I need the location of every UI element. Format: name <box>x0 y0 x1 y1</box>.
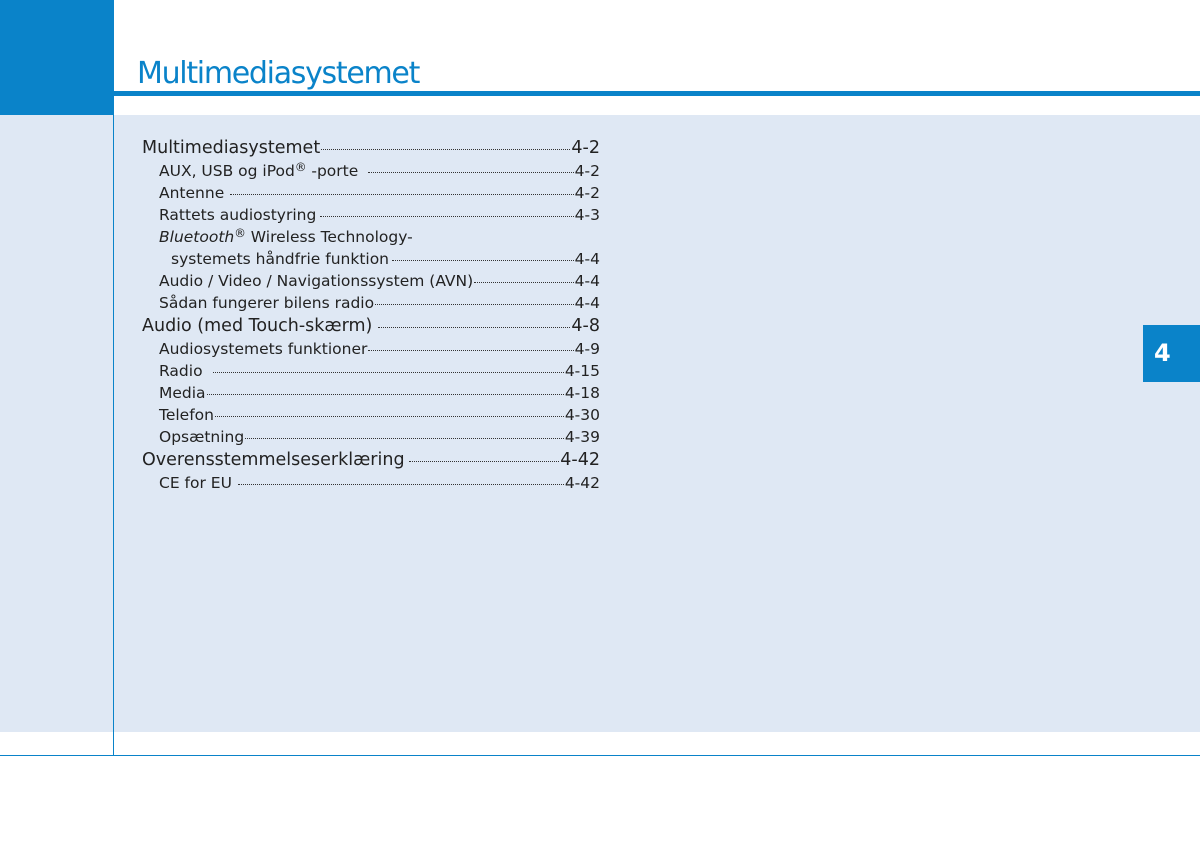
toc-item-label: AUX, USB og iPod® -porte <box>159 159 359 180</box>
toc-item-avn[interactable] <box>142 270 600 292</box>
toc-leader-dots <box>375 304 574 305</box>
toc-item-ce-for-eu[interactable] <box>142 472 600 494</box>
title-underline <box>114 91 1200 96</box>
toc-page-number: 4-3 <box>574 206 600 224</box>
toc-item-label: Audiosystemets funktioner <box>159 340 368 358</box>
toc-section-multimediasystemet[interactable] <box>142 136 600 160</box>
toc-leader-dots <box>213 372 564 373</box>
toc-page-number: 4-2 <box>574 184 600 202</box>
toc-item-label: systemets håndfrie funktion <box>171 250 390 268</box>
toc-item-label: CE for EU <box>159 474 232 492</box>
toc-section-audio-touch[interactable] <box>142 314 600 338</box>
toc-page-number: 4-2 <box>571 138 600 158</box>
toc-page-number: 4-9 <box>574 340 600 358</box>
toc-item-label: Antenne <box>159 184 225 202</box>
toc-page-number: 4-8 <box>571 316 600 336</box>
toc-page-number: 4-2 <box>574 162 600 180</box>
toc-leader-dots <box>245 438 564 439</box>
toc-item-label: Rattets audiostyring <box>159 206 317 224</box>
toc-page-number: 4-15 <box>564 362 600 380</box>
toc-leader-dots <box>215 416 564 417</box>
vertical-divider <box>113 115 114 755</box>
toc-page-number: 4-4 <box>574 272 600 290</box>
registered-mark: ® <box>234 225 246 240</box>
toc-leader-dots <box>320 216 573 217</box>
toc-item-antenne[interactable] <box>142 182 600 204</box>
toc-item-opsaetning[interactable] <box>142 426 600 448</box>
toc-section-title: Multimediasystemet <box>142 138 321 158</box>
toc-item-label: Radio <box>159 362 203 380</box>
toc-section-title: Overensstemmelseserklæring <box>142 450 405 470</box>
registered-mark: ® <box>294 159 307 174</box>
toc-page-number: 4-39 <box>564 428 600 446</box>
toc-leader-dots <box>207 394 564 395</box>
toc-item-telefon[interactable] <box>142 404 600 426</box>
toc-leader-dots <box>238 484 564 485</box>
toc-item-media[interactable] <box>142 382 600 404</box>
toc-leader-dots <box>321 149 570 150</box>
toc-page-number: 4-30 <box>564 406 600 424</box>
toc-item-haandfrie-funktion[interactable] <box>142 248 600 270</box>
toc-item-label: Wireless Technology- <box>245 228 413 246</box>
table-of-contents <box>142 136 600 494</box>
toc-section-overensstemmelseserklaering[interactable] <box>142 448 600 472</box>
toc-page-number: 4-42 <box>560 450 600 470</box>
toc-leader-dots <box>230 194 573 195</box>
toc-page-number: 4-18 <box>564 384 600 402</box>
toc-page-number: 4-4 <box>574 250 600 268</box>
toc-section-title: Audio (med Touch-skærm) <box>142 316 373 336</box>
toc-item-label-italic: Bluetooth <box>159 228 235 246</box>
toc-leader-dots <box>474 282 573 283</box>
toc-item-bilens-radio[interactable] <box>142 292 600 314</box>
toc-leader-dots <box>368 172 573 173</box>
toc-item-label: Opsætning <box>159 428 245 446</box>
toc-leader-dots <box>392 260 574 261</box>
toc-item-label: Audio / Video / Navigationssystem (AVN) <box>159 272 474 290</box>
toc-leader-dots <box>378 327 570 328</box>
toc-item-label: Media <box>159 384 206 402</box>
toc-leader-dots <box>368 350 573 351</box>
toc-item-aux-usb-ipod[interactable] <box>142 160 600 182</box>
chapter-tab[interactable]: 4 <box>1143 325 1200 382</box>
toc-item-label: Telefon <box>159 406 214 424</box>
toc-item-bluetooth[interactable] <box>142 226 600 248</box>
bottom-divider <box>0 755 1200 756</box>
toc-item-radio[interactable] <box>142 360 600 382</box>
toc-leader-dots <box>409 461 560 462</box>
toc-page-number: 4-4 <box>574 294 600 312</box>
toc-item-rattets-audiostyring[interactable] <box>142 204 600 226</box>
toc-item-label: Sådan fungerer bilens radio <box>159 294 375 312</box>
page-title: Multimediasystemet <box>137 56 420 91</box>
toc-page-number: 4-42 <box>564 474 600 492</box>
corner-color-block <box>0 0 114 115</box>
toc-item-audiosystemets-funktioner[interactable] <box>142 338 600 360</box>
